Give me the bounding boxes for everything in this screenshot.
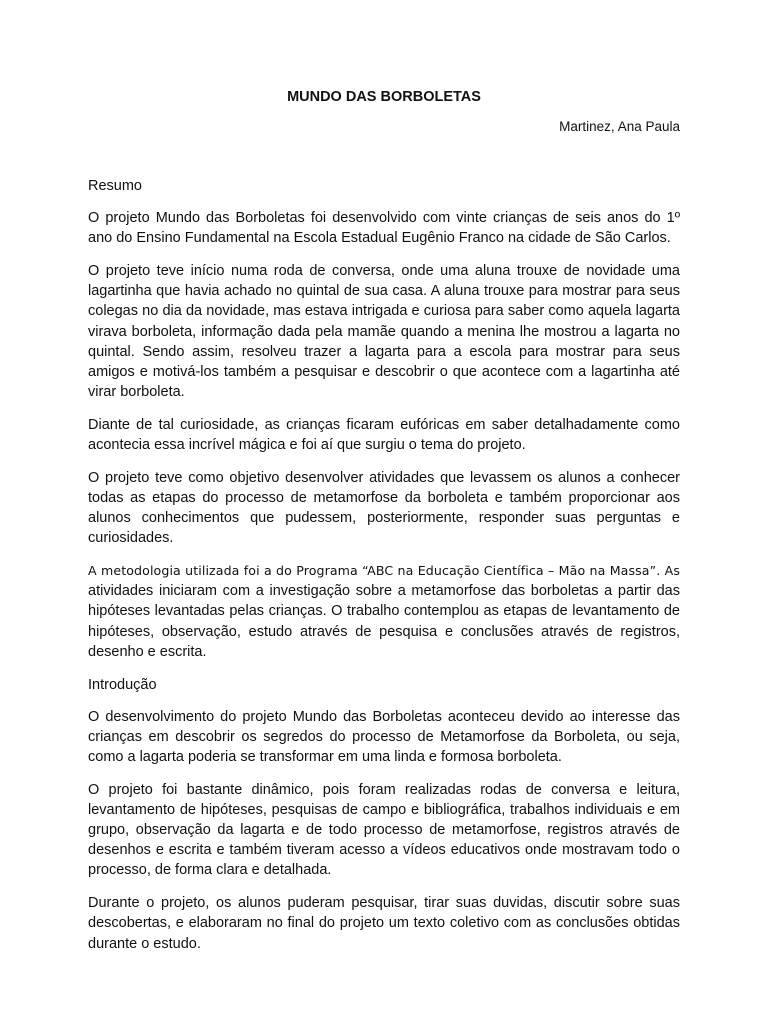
resumo-heading: Resumo bbox=[88, 178, 142, 194]
resumo-paragraph-5 bbox=[88, 561, 680, 662]
resumo-paragraph-1: O projeto Mundo das Borboletas foi desenvolvido com vinte crianças de seis anos do 1º ano do Ensino Fundamental na Escola Estadual Eugênio Franco na cidade de São Carlos. bbox=[88, 210, 680, 247]
document-title: MUNDO DAS BORBOLETAS bbox=[287, 89, 481, 105]
resumo-paragraph-4: O projeto teve como objetivo desenvolver atividades que levassem os alunos a conhecer todas as etapas do processo de metamorfose da borboleta e também proporcionar aos alunos conhecimentos que pudessem, posteriormente, responder suas perguntas e curiosidades. bbox=[88, 469, 680, 547]
methodology-sentence: A metodologia utilizada foi a do Programa “ABC na Educação Científica – Mão na Massa”. As bbox=[88, 563, 680, 579]
document-page bbox=[88, 88, 680, 966]
introducao-paragraph-3: Durante o projeto, os alunos puderam pesquisar, tirar suas duvidas, discutir sobre suas descobertas, e elaboraram no final do projeto um texto coletivo com as conclusões obtidas durante o estudo. bbox=[88, 895, 680, 952]
methodology-continuation: atividades iniciaram com a investigação sobre a metamorfose das borboletas a partir das hipóteses levantadas pelas crianças. O trabalho contemplou as etapas de levantamento de hipóteses, observação, estudo através de pesquisa e conclusões através de registros, desenho e escrita. bbox=[88, 583, 680, 660]
resumo-paragraph-2: O projeto teve início numa roda de conversa, onde uma aluna trouxe de novidade uma lagartinha que havia achado no quintal de sua casa. A aluna trouxe para mostrar para seus colegas no dia da novidade, mas estava intrigada e curiosa para saber como aquela lagarta virava borboleta, informação dada pela mamãe quando a menina lhe mostrou a lagarta no quintal. Sendo assim, resolveu trazer a lagarta para a escola para mostrar para seus amigos e motivá-los também a pesquisar e descobrir o que acontece com a lagartinha até virar borboleta. bbox=[88, 262, 680, 401]
introducao-paragraph-1: O desenvolvimento do projeto Mundo das Borboletas aconteceu devido ao interesse das crianças em descobrir os segredos do processo de Metamorfose da Borboleta, ou seja, como a lagarta poderia se transformar em uma linda e formosa borboleta. bbox=[88, 708, 680, 765]
introducao-paragraph-2: O projeto foi bastante dinâmico, pois foram realizadas rodas de conversa e leitura, levantamento de hipóteses, pesquisas de campo e bibliográfica, trabalhos individuais e em grupo, observação da lagarta e de todo processo de metamorfose, registros através de desenhos e escrita e também tiveram acesso a vídeos educativos onde mostravam todo o processo, de forma clara e detalhada. bbox=[88, 781, 680, 879]
resumo-paragraph-3: Diante de tal curiosidade, as crianças ficaram eufóricas em saber detalhadamente como acontecia essa incrível mágica e foi aí que surgiu o tema do projeto. bbox=[88, 416, 680, 454]
introducao-heading: Introdução bbox=[88, 676, 157, 693]
author-name: Martinez, Ana Paula bbox=[559, 119, 680, 134]
